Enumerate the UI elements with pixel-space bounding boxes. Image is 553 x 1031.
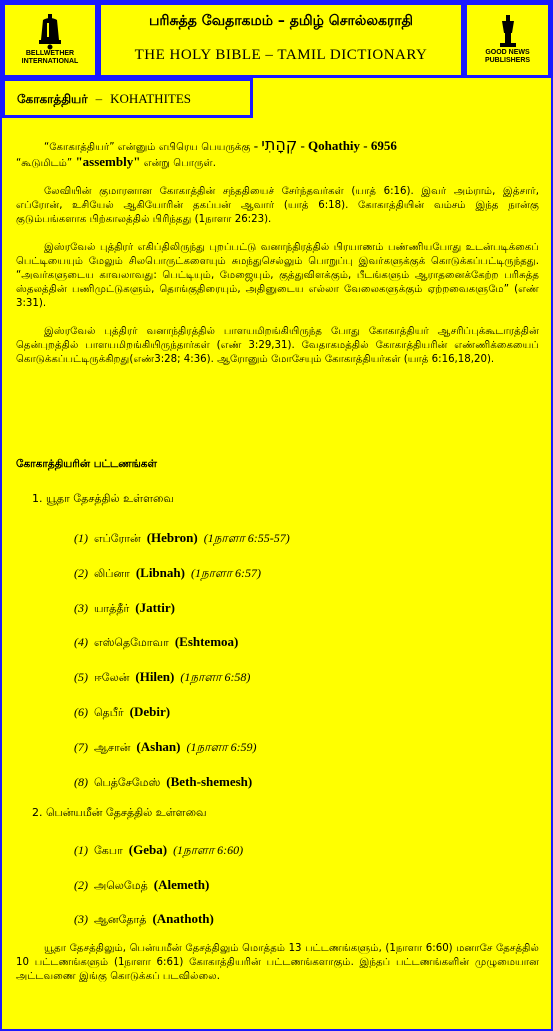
paragraph-duties: இஸ்ரவேல் புத்திரர் எகிப்திலிருந்து புறப்பட்டு வனாந்திரத்தில் பிரயாணம் பண்ணியபோது உடன்படிக்கைப் பெட்டியையும் மேலும் சிலபொருட்களையும் சுமந்துசெல்லும் பொறுப்பு இவர்களுக்குக் கொடுக்கப்பட்டிருந்தது. “அவர்களுடைய காவலாவது: பெட்டியும், மேஜையும், குத்துவிளக்கும், பீடங்களும் ஆராதனைக்கேற்ற பரிசுத்த ஸ்தலத்தின் பணிமுட்டுகளும், தொங்குதிரையும், அதினுடைய எல்லா வேலைகளுக்கும் ஏற்றவைகளுமே” (எண் 3:31). bbox=[16, 242, 539, 309]
town-item bbox=[74, 669, 250, 686]
paragraph-lineage: லேவியின் குமாரனான கோகாத்தின் சந்ததியைச் சேர்ந்தவர்கள் (யாத் 6:16). இவர் அம்ராம், இத்சார், எப்ரோன், உசியேல் ஆகியோரின் தகப்பன் ஆவார் (யாத் 6:18). கோகாத்தியின் வம்சம் இந்த நான்கு குடும்பங்களாக பிற்காலத்தில் பிரிந்தது (1நாளா 26:23). bbox=[16, 186, 539, 225]
town-item bbox=[74, 600, 181, 617]
town-name-tamil: ஆனதோத் bbox=[94, 913, 147, 926]
header-title-tamil: பரிசுத்த வேதாகமம் – தமிழ் சொல்லகராதி bbox=[149, 13, 413, 29]
good-news-logo bbox=[464, 2, 551, 78]
town-name-english: (Libnah) bbox=[135, 564, 185, 580]
town-item bbox=[74, 530, 290, 547]
meaning-tamil: “கூடுமிடம்” bbox=[16, 158, 73, 169]
town-name-english: (Anathoth) bbox=[152, 911, 214, 926]
town-reference: (1நாளா 6:58) bbox=[180, 670, 251, 685]
town-name-english: (Beth-shemesh) bbox=[166, 773, 253, 789]
town-number: (2) bbox=[74, 877, 88, 892]
bellwether-logo bbox=[2, 2, 98, 78]
town-name-english: (Hilen) bbox=[135, 669, 175, 685]
left-logo-line2: INTERNATIONAL bbox=[21, 58, 79, 65]
meaning-end: என்று பொருள். bbox=[143, 158, 216, 169]
town-name-tamil: தெபீர் bbox=[94, 706, 124, 719]
bell-icon bbox=[38, 14, 62, 50]
town-name-tamil: ஆசான் bbox=[94, 740, 131, 754]
town-name-tamil: பெத்சேமேஸ் bbox=[94, 775, 161, 789]
town-name-tamil: எஸ்தெமோவா bbox=[94, 636, 169, 650]
town-name-tamil: கேபா bbox=[94, 844, 123, 857]
town-item bbox=[74, 634, 244, 651]
town-item bbox=[74, 739, 257, 756]
town-number: (3) bbox=[74, 600, 88, 615]
right-logo-line1: GOOD NEWS bbox=[485, 49, 530, 56]
subheading-towns: கோகாத்தியரின் பட்டணங்கள் bbox=[16, 458, 157, 470]
entry-title-dash: – bbox=[95, 91, 103, 106]
paragraph-summary: யூதா தேசத்திலும், பென்யமீன் தேசத்திலும் மொத்தம் 13 பட்டணங்களும், (1நாளா 6:60) மனாசே தேசத்தில் 10 பட்டணங்களும் (1நாளா 6:61) கோகாத்தியரின் பட்டணங்களாகும். இந்தப் பட்டணங்களின் முழுமையான அட்டவணை இங்கு கொடுக்கப் படவில்லை. bbox=[16, 943, 539, 982]
town-name-english: (Debir) bbox=[129, 704, 171, 719]
town-item bbox=[74, 565, 261, 582]
hebrew-word: קְהָתִי bbox=[261, 135, 298, 154]
town-number: (1) bbox=[74, 843, 88, 857]
meaning-sep2: - bbox=[300, 138, 305, 153]
town-name-tamil: எப்ரோன் bbox=[94, 532, 141, 545]
town-item bbox=[74, 877, 215, 894]
meaning-intro: “கோகாத்தியர்” என்னும் எபிரெய பெயருக்கு bbox=[44, 142, 251, 153]
transliteration: Qohathiy - 6956 bbox=[308, 138, 397, 153]
town-name-english: (Alemeth) bbox=[153, 876, 210, 892]
town-number: (6) bbox=[74, 705, 88, 719]
town-name-english: (Hebron) bbox=[146, 530, 198, 545]
town-number: (1) bbox=[74, 531, 88, 545]
town-item bbox=[74, 842, 243, 859]
town-name-english: (Eshtemoa) bbox=[174, 634, 239, 650]
right-logo-line2: PUBLISHERS bbox=[484, 57, 531, 64]
region-benjamin: 2. பென்யமீன் தேசத்தில் உள்ளவை bbox=[32, 806, 207, 819]
left-logo-line1: BELLWETHER bbox=[25, 50, 75, 57]
entry-title-tamil: கோகாத்தியர் bbox=[17, 92, 88, 106]
town-reference: (1நாளா 6:60) bbox=[173, 843, 244, 857]
town-item bbox=[74, 774, 258, 791]
entry-title-box bbox=[2, 78, 253, 118]
town-number: (5) bbox=[74, 670, 88, 685]
town-number: (8) bbox=[74, 774, 88, 789]
town-name-tamil: ஈலேன் bbox=[94, 671, 130, 685]
town-number: (2) bbox=[74, 565, 88, 580]
town-number: (4) bbox=[74, 635, 88, 650]
header-title-english: THE HOLY BIBLE – TAMIL DICTIONARY bbox=[134, 47, 428, 63]
closing-paragraph-wrap bbox=[16, 942, 539, 984]
town-name-english: (Jattir) bbox=[135, 599, 175, 615]
paragraph-meaning bbox=[16, 135, 539, 171]
meaning-english: "assembly" bbox=[75, 154, 141, 169]
town-number: (7) bbox=[74, 739, 88, 754]
entry-body bbox=[16, 135, 539, 381]
town-name-english: (Geba) bbox=[128, 842, 168, 857]
town-number: (3) bbox=[74, 912, 88, 926]
town-reference: (1நாளா 6:57) bbox=[190, 565, 262, 580]
meaning-sep1: - bbox=[253, 138, 259, 153]
lamp-icon bbox=[498, 15, 518, 49]
town-item bbox=[74, 704, 176, 721]
entry-title-english: KOHATHITES bbox=[110, 91, 192, 106]
town-name-english: (Ashan) bbox=[136, 738, 181, 754]
town-name-tamil: யாத்தீர் bbox=[94, 601, 130, 615]
town-reference: (1நாளா 6:55-57) bbox=[203, 531, 290, 545]
town-name-tamil: லிப்னா bbox=[94, 566, 130, 580]
header-title-box bbox=[98, 2, 464, 78]
town-reference: (1நாளா 6:59) bbox=[186, 739, 257, 754]
town-item bbox=[74, 911, 220, 928]
town-name-tamil: அலெமேத் bbox=[94, 878, 148, 892]
paragraph-camp: இஸ்ரவேல் புத்திரர் வனாந்திரத்தில் பாளயமிறங்கியிருந்த போது கோகாத்தியர் ஆசரிப்புக்கூடாரத்தின் தென்புறத்தில் பாளயமிறங்கியிருந்தார்கள் (எண் 3:29,31). வேதாகமத்தில் கோகாத்தியரின் எண்ணிக்கையைப் கொடுக்கப்பட்டிருக்கிறது(எண்3:28; 4:36). ஆரோனும் மோசேயும் கோகாத்தியர்கள் (யாத் 6:16,18,20). bbox=[16, 326, 539, 365]
region-judah: 1. யூதா தேசத்தில் உள்ளவை bbox=[32, 492, 174, 505]
